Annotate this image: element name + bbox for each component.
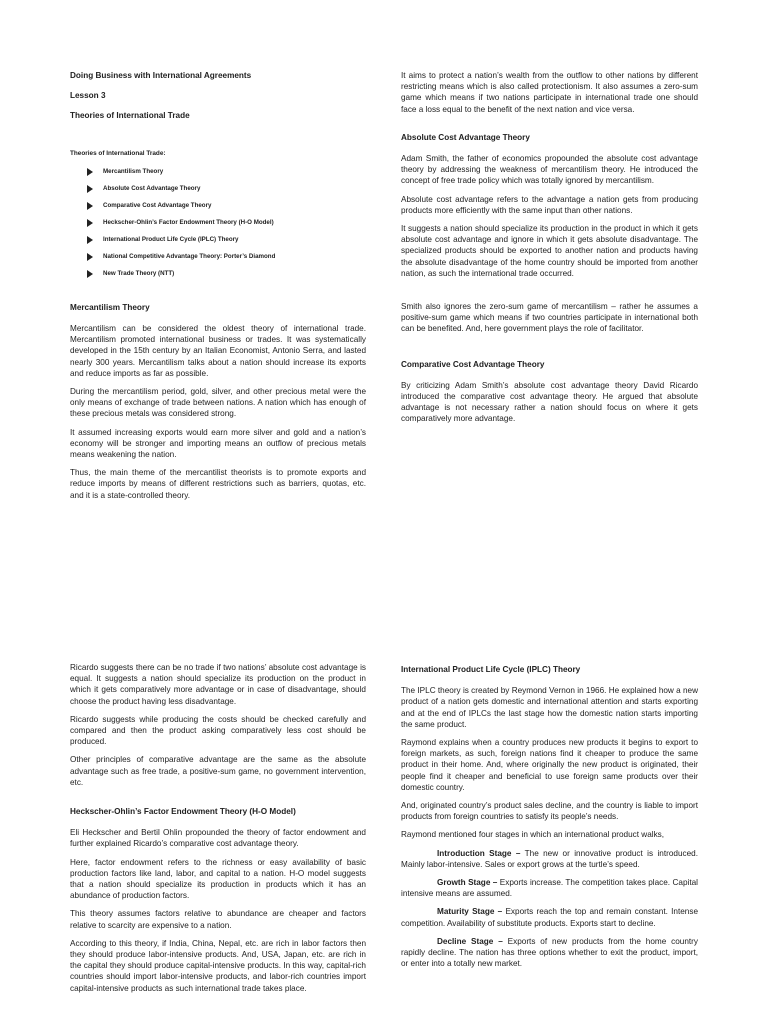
- toc-item: International Product Life Cycle (IPLC) Theory: [70, 235, 366, 252]
- stage-text: The new or innovative product is introduced. Mainly labor-intensive. Sales or export grows at the turtle’s speed.: [401, 848, 698, 869]
- paragraph: Ricardo suggests while producing the costs should be checked carefully and compared and then the product asking comparatively less cost should be produced.: [70, 714, 366, 747]
- triangle-bullet-icon: [87, 185, 93, 193]
- section-heading-iplc: International Product Life Cycle (IPLC) Theory: [401, 665, 581, 674]
- stage-item: [401, 848, 698, 870]
- paragraph: According to this theory, if India, China, Nepal, etc. are rich in labor factors then they should produce labor-intensive products. And, USA, Japan, etc. are rich in the capital they should produce capital-intensive products. In this way, capital-rich countries should import labor-intensive products, and labor-rich countries import capital-intensive products as such international trade takes place.: [70, 938, 366, 993]
- section-heading-comparative: Comparative Cost Advantage Theory: [401, 359, 545, 369]
- stage-text: Exports of new products from the home country rapidly decline. The nation has three options whether to exit the product, import, or enter into a totally new market.: [401, 936, 698, 969]
- stage-item: [401, 906, 698, 928]
- stage-item: [401, 877, 698, 899]
- triangle-bullet-icon: [87, 202, 93, 210]
- stage-text: Exports increase. The competition takes place. Capital intensive means are assumed.: [401, 878, 698, 899]
- lesson-label: Lesson 3: [70, 91, 106, 101]
- paragraph: By criticizing Adam Smith’s absolute cost advantage theory David Ricardo introduced the comparative cost advantage theory. He argued that absolute advantage is not necessary rather a nation should focus on where it gets comparatively more advantage.: [401, 380, 698, 424]
- subtitle: Theories of International Trade: [70, 111, 190, 121]
- toc-item: Comparative Cost Advantage Theory: [70, 201, 366, 218]
- toc-list: [70, 167, 366, 286]
- paragraph: Adam Smith, the father of economics propounded the absolute cost advantage theory by addressing the weakness of mercantilism theory. He introduced the concept of free trade policy which was totally ignored by mercantilism.: [401, 154, 698, 186]
- paragraph: Other principles of comparative advantage are the same as the absolute advantage such as free trade, a positive-sum game, no government intervention, etc.: [70, 755, 366, 787]
- paragraph: Thus, the main theme of the mercantilist theorists is to promote exports and reduce imports by means of different restrictions such as barriers, quotas, etc. and it is a state-controlled theory.: [70, 468, 366, 500]
- stage-title: Growth Stage –: [437, 878, 498, 888]
- page2-right-column: [401, 664, 698, 976]
- paragraph: During the mercantilism period, gold, silver, and other precious metal were the only means of exchange of trade between nations. A nation which has enough of these precious metals was considered strong.: [70, 387, 366, 419]
- triangle-bullet-icon: [87, 168, 93, 176]
- document-title: Doing Business with International Agreements: [70, 71, 252, 80]
- triangle-bullet-icon: [87, 236, 93, 244]
- paragraph: This theory assumes factors relative to abundance are cheaper and factors relative to scarcity are expensive to a nation.: [70, 909, 366, 930]
- section-heading-absolute: Absolute Cost Advantage Theory: [401, 132, 530, 142]
- paragraph: And, originated country’s product sales decline, and the country is liable to import products from foreign countries to satisfy its people’s needs.: [401, 801, 698, 822]
- page2-left-column: [70, 662, 366, 1001]
- section-heading-ho-model: Heckscher-Ohlin’s Factor Endowment Theory (H-O Model): [70, 807, 296, 817]
- paragraph: Raymond explains when a country produces new products it begins to export to foreign markets, as such, foreign nations find it cheaper to produce the same product in their home. And, where originally the new product is originated, their people find it cheaper and beneficial to use foreign same products over their domestic country.: [401, 738, 698, 792]
- paragraph: Absolute cost advantage refers to the advantage a nation gets from producing products more efficiently with the same input than other nations.: [401, 194, 698, 215]
- toc-item: National Competitive Advantage Theory: Porter’s Diamond: [70, 252, 366, 269]
- page1-right-column: [401, 70, 698, 432]
- triangle-bullet-icon: [87, 219, 93, 227]
- stage-title: Introduction Stage –: [437, 848, 521, 858]
- triangle-bullet-icon: [87, 253, 93, 261]
- triangle-bullet-icon: [87, 270, 93, 278]
- toc-item: Mercantilism Theory: [70, 167, 366, 184]
- paragraph: It suggests a nation should specialize its production in the product in which it gets absolute cost advantage and ignore in which it gets absolute disadvantage. The specialized products should be exported to another nation and products having the absolute disadvantage of the home country should be imported from another nation, as such the international trade occurred.: [401, 224, 698, 278]
- paragraph: It assumed increasing exports would earn more silver and gold and a nation’s economy will be stronger and importing means an outflow of precious metals means weakening the nation.: [70, 427, 366, 460]
- toc-heading: Theories of International Trade:: [70, 149, 166, 157]
- stage-title: Maturity Stage –: [437, 907, 503, 917]
- toc-item: New Trade Theory (NTT): [70, 269, 366, 286]
- paragraph: Mercantilism can be considered the oldest theory of international trade. Mercantilism promoted international business or trades. It was systematically developed in the 15th century by an Italian Economist, Antonio Serra, and lasted nearly 300 years. Mercantilism talks about a nation should increase its exports and reduce imports as far as possible.: [70, 324, 366, 378]
- paragraph: Here, factor endowment refers to the richness or easy availability of basic production factors like land, labor, and capital to a nation. H-O model suggests that a nation should specialize its production in products which it has an abundance of production factors.: [70, 857, 366, 901]
- paragraph: Smith also ignores the zero-sum game of mercantilism – rather he assumes a positive-sum game which means if two countries participate in international both can be benefited. And, here government plays the role of facilitator.: [401, 302, 698, 334]
- paragraph: It aims to protect a nation’s wealth from the outflow to other nations by different restricting means which is also called protectionism. It also assumes a zero-sum game which means if two nations participate in international trade one should face a loss equal to the benefit of the next nation and vice versa.: [401, 71, 698, 114]
- stage-title: Decline Stage –: [437, 936, 503, 946]
- page1-left-column: [70, 70, 366, 508]
- paragraph: The IPLC theory is created by Reymond Vernon in 1966. He explained how a new product of a nation gets domestic and international attention and starts exporting and at the end of IPLCs the last stage how the domestic nation starts importing the same product.: [401, 686, 698, 729]
- stage-item: [401, 936, 698, 970]
- toc-item: Heckscher-Ohlin’s Factor Endowment Theory (H-O Model): [70, 218, 366, 235]
- paragraph: Raymond mentioned four stages in which an international product walks,: [401, 830, 665, 840]
- toc-item: Absolute Cost Advantage Theory: [70, 184, 366, 201]
- paragraph: Ricardo suggests there can be no trade if two nations’ absolute cost advantage is equal. It suggests a nation should specialize its production on the product in which it gets comparatively more advantage or in case of disadvantage, should choose the product having less disadvantage.: [70, 663, 366, 706]
- stage-text: Exports reach the top and remain constant. Intense competition. Availability of substitute products. Exports start to decline.: [401, 907, 698, 928]
- paragraph: Eli Heckscher and Bertil Ohlin propounded the theory of factor endowment and further explained Ricardo’s comparative cost advantage theory.: [70, 828, 366, 849]
- section-heading-mercantilism: Mercantilism Theory: [70, 302, 150, 312]
